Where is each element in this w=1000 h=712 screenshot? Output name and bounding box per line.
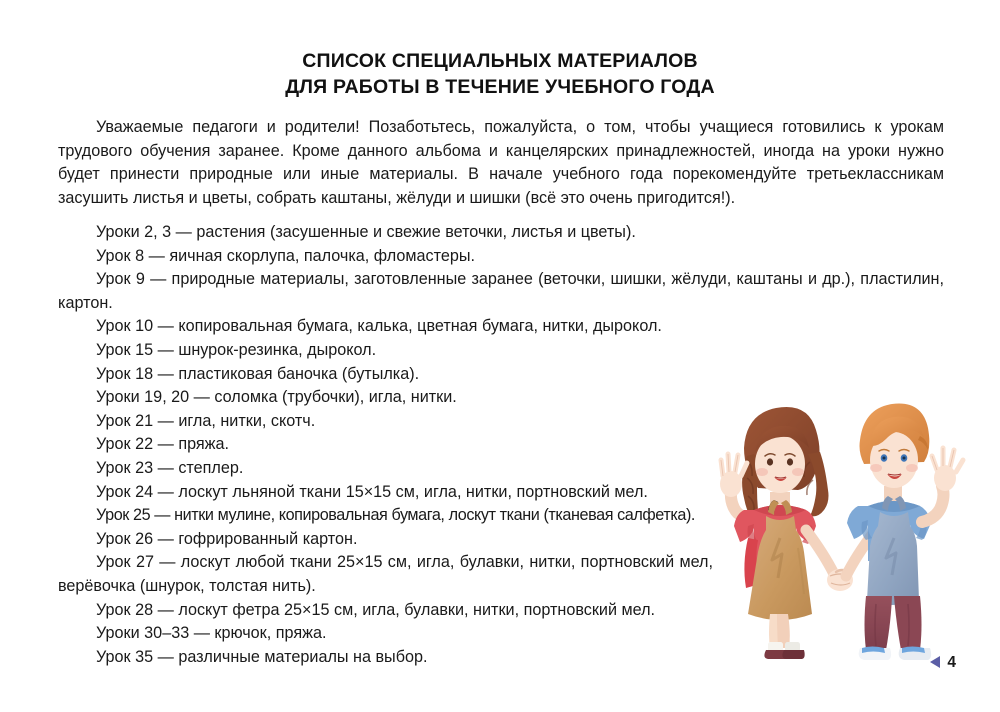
- list-item: Урок 35 — различные материалы на выбор.: [96, 647, 428, 666]
- list-item: Урок 18 — пластиковая баночка (бутылка).: [96, 364, 420, 383]
- list-item: Урок 21 — игла, нитки, скотч.: [96, 411, 316, 430]
- list-item: Урок 15 — шнурок-резинка, дырокол.: [96, 340, 377, 359]
- left-triangle-icon: [930, 656, 940, 668]
- list-item: Уроки 2, 3 — растения (засушенные и свежие веточки, листья и цветы).: [96, 223, 636, 241]
- lesson-materials-list: [58, 221, 949, 669]
- list-item: Уроки 19, 20 — соломка (трубочки), игла, нитки.: [96, 388, 457, 407]
- list-item: Урок 28 — лоскут фетра 25×15 см, игла, булавки, нитки, портновский мел.: [96, 600, 656, 619]
- page-title: [0, 48, 1000, 100]
- list-item: Урок 22 — пряжа.: [96, 435, 230, 454]
- intro-block: [58, 116, 944, 210]
- list-item: Урок 25 — нитки мулине, копировальная бумага, лоскут ткани (тканевая салфетка).: [96, 506, 695, 525]
- list-item: Урок 26 — гофрированный картон.: [96, 529, 358, 548]
- list-item: Урок 24 — лоскут льняной ткани 15×15 см, игла, нитки, портновский мел.: [96, 482, 648, 501]
- list-item: Урок 23 — степлер.: [96, 458, 244, 477]
- list-item: Урок 8 — яичная скорлупа, палочка, фломастеры.: [96, 246, 475, 265]
- list-item: Уроки 30–33 — крючок, пряжа.: [96, 624, 327, 643]
- page-title-line-1: СПИСОК СПЕЦИАЛЬНЫХ МАТЕРИАЛОВ: [302, 50, 698, 72]
- page-number-block: [930, 655, 956, 671]
- list-item: Урок 27 — лоскут любой ткани 25×15 см, игла, булавки, нитки, портновский мел, верёвочка (шнурок, толстая нить).: [58, 553, 718, 595]
- list-item: Урок 10 — копировальная бумага, калька, цветная бумага, нитки, дырокол.: [96, 317, 662, 336]
- page-number: 4: [947, 653, 956, 671]
- intro-paragraph: Уважаемые педагоги и родители! Позаботьтесь, пожалуйста, о том, чтобы учащиеся готовились к урокам трудового обучения заранее. Кроме данного альбома и канцелярских принадлежностей, иногда на уроки нужно будет принести природные или иные материалы. В начале учебного года порекомендуйте третьеклассникам засушить листья и цветы, собрать каштаны, жёлуди и шишки (всё это очень пригодится!).: [58, 118, 944, 207]
- list-item: Урок 9 — природные материалы, заготовленные заранее (веточки, шишки, жёлуди, каштаны и др.), пластилин, картон.: [58, 270, 949, 312]
- page-title-line-2: ДЛЯ РАБОТЫ В ТЕЧЕНИЕ УЧЕБНОГО ГОДА: [285, 76, 715, 98]
